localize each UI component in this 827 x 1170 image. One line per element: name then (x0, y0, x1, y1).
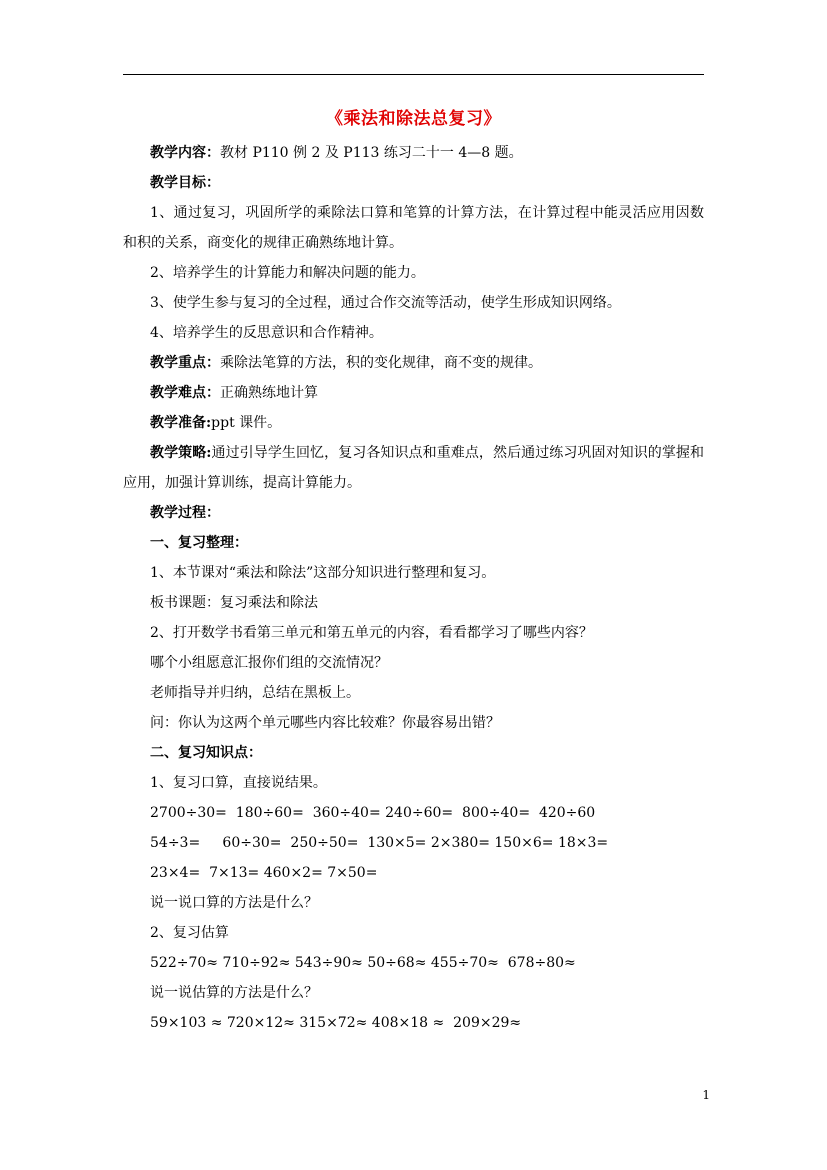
header-rule (123, 74, 704, 75)
section2-line: 23×4= 7×13= 460×2= 7×50= (150, 865, 378, 881)
key-points-line (123, 348, 704, 378)
section2-line: 2700÷30= 180÷60= 360÷40= 240÷60= 800÷40= 420÷60 (150, 805, 596, 821)
strategy-label: 教学策略: (150, 445, 212, 461)
section1-line: 老师指导并归纳，总结在黑板上。 (150, 685, 360, 701)
section2-line: 说一说估算的方法是什么？ (150, 985, 318, 1001)
goal-item: 3、使学生参与复习的全过程，通过合作交流等活动，使学生形成知识网络。 (150, 295, 621, 311)
page-number: 1 (702, 1088, 710, 1102)
document-body (123, 138, 704, 1038)
key-points-label: 教学重点： (150, 355, 220, 371)
content-line (123, 138, 704, 168)
difficulty-label: 教学难点： (150, 385, 220, 401)
goals-label: 教学目标： (150, 175, 220, 191)
content-label: 教学内容： (150, 145, 220, 161)
process-label: 教学过程： (150, 505, 220, 521)
section1-heading: 一、复习整理： (150, 535, 248, 551)
strategy-line (123, 438, 704, 498)
preparation-line (123, 408, 704, 438)
section1-line: 板书课题：复习乘法和除法 (150, 595, 318, 611)
section2-heading: 二、复习知识点： (150, 745, 262, 761)
section2-line: 522÷70≈ 710÷92≈ 543÷90≈ 50÷68≈ 455÷70≈ 678÷80≈ (150, 955, 576, 971)
goal-item: 4、培养学生的反思意识和合作精神。 (150, 325, 383, 341)
goal-item: 1、通过复习，巩固所学的乘除法口算和笔算的计算方法，在计算过程中能灵活应用因数和积的关系，商变化的规律正确熟练地计算。 (123, 205, 704, 251)
difficulty-line (123, 378, 704, 408)
section1-line: 问：你认为这两个单元哪些内容比较难？你最容易出错？ (150, 715, 500, 731)
goal-item: 2、培养学生的计算能力和解决问题的能力。 (150, 265, 425, 281)
section1-line: 哪个小组愿意汇报你们组的交流情况？ (150, 655, 388, 671)
preparation-label: 教学准备: (150, 415, 212, 431)
section1-line: 1、本节课对“乘法和除法”这部分知识进行整理和复习。 (150, 565, 496, 581)
section1-line: 2、打开数学书看第三单元和第五单元的内容，看看都学习了哪些内容？ (150, 625, 593, 641)
key-points-text: 乘除法笔算的方法，积的变化规律，商不变的规律。 (220, 355, 542, 371)
difficulty-text: 正确熟练地计算 (220, 385, 318, 401)
section2-line: 59×103 ≈ 720×12≈ 315×72≈ 408×18 ≈ 209×29≈ (150, 1015, 522, 1031)
section2-line: 1、复习口算，直接说结果。 (150, 775, 327, 791)
section2-line: 说一说口算的方法是什么？ (150, 895, 318, 911)
content-text: 教材 P110 例 2 及 P113 练习二十一 4—8 题。 (220, 145, 523, 161)
section2-line: 54÷3= 60÷30= 250÷50= 130×5= 2×380= 150×6= 18×3= (150, 835, 609, 851)
strategy-text: 通过引导学生回忆，复习各知识点和重难点，然后通过练习巩固对知识的掌握和应用，加强计算训练，提高计算能力。 (123, 445, 705, 491)
document-title: 《乘法和除法总复习》 (326, 109, 501, 129)
section2-line: 2、复习估算 (150, 925, 229, 941)
preparation-text: ppt 课件。 (211, 415, 282, 431)
